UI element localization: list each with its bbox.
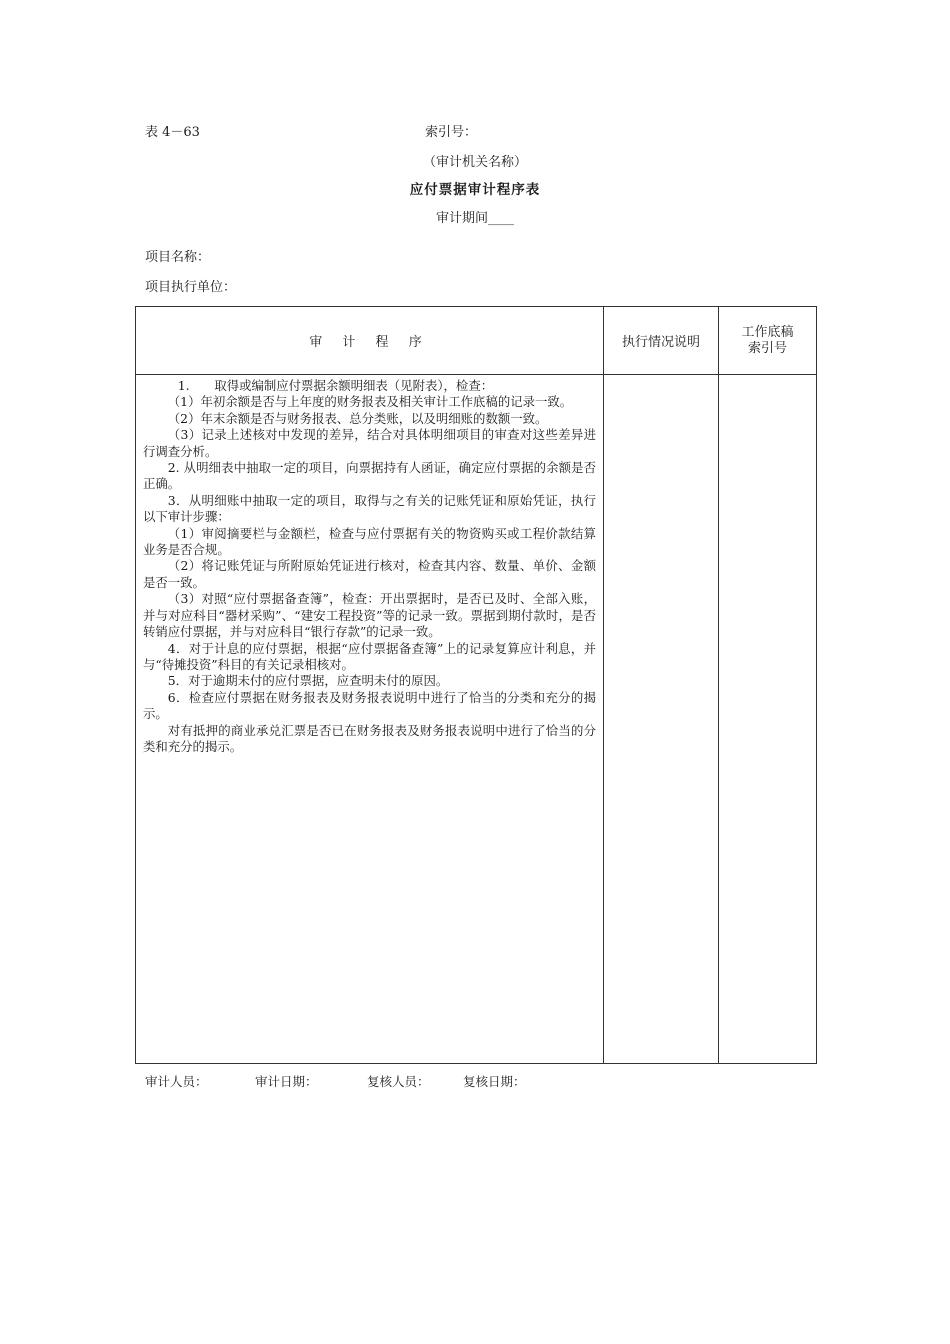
procedure-item: （2）将记账凭证与所附原始凭证进行核对，检查其内容、数量、单价、金额是否一致。 (143, 558, 596, 590)
procedure-item: 4．对于计息的应付票据，根据“应付票据备查簿”上的记录复算应计利息，并与“待摊投资”科目的有关记录相核对。 (143, 640, 596, 672)
procedure-item: 2. 从明细表中抽取一定的项目，向票据持有人函证，确定应付票据的余额是否正确。 (143, 460, 596, 492)
header-execution (604, 307, 719, 375)
index-number-label: 索引号： (425, 125, 478, 140)
procedure-item: （1）年初余额是否与上年度的财务报表及相关审计工作底稿的记录一致。 (167, 394, 573, 410)
header-workpaper-line1: 工作底稿 (741, 324, 794, 340)
audit-procedure-table (135, 306, 817, 1064)
table-body-row (136, 375, 817, 1064)
header-workpaper-line2: 索引号 (747, 340, 787, 356)
procedure-item: （1）审阅摘要栏与金额栏，检查与应付票据有关的物资购买或工程价款结算业务是否合规。 (143, 525, 596, 558)
header-execution-label: 执行情况说明 (621, 335, 700, 350)
execution-notes-cell[interactable] (604, 375, 719, 1064)
project-unit-label: 项目执行单位： (145, 280, 237, 295)
header-workpaper-index (719, 307, 817, 375)
header-procedure-label: 审 计 程 序 (309, 335, 430, 350)
procedure-item: （2）年末余额是否与财务报表、总分类账，以及明细账的数额一致。 (167, 410, 548, 426)
table-header-row (136, 307, 817, 375)
procedure-list (136, 375, 603, 755)
auditor-label: 审计人员： (145, 1074, 208, 1089)
audit-date-label: 审计日期： (255, 1074, 318, 1089)
project-name-label: 项目名称： (145, 250, 211, 265)
procedure-item: 3．从明细账中抽取一定的项目，取得与之有关的记账凭证和原始凭证，执行以下审计步骤： (143, 492, 596, 525)
document-title: 应付票据审计程序表 (409, 182, 541, 198)
audit-org-name: （审计机关名称） (422, 155, 527, 170)
procedure-item: 6．检查应付票据在财务报表及财务报表说明中进行了恰当的分类和充分的揭示。 (143, 689, 596, 722)
header-procedure (136, 307, 604, 375)
procedure-item: 5．对于逾期未付的应付票据，应查明未付的原因。 (167, 673, 449, 689)
procedure-cell (136, 375, 604, 1064)
workpaper-index-cell[interactable] (719, 375, 817, 1064)
table-number: 表 4－63 (145, 125, 200, 140)
procedure-item: （3）记录上述核对中发现的差异，结合对具体明细项目的审查对这些差异进行调查分析。 (143, 427, 596, 459)
procedure-item: （3）对照“应付票据备查簿”，检查：开出票据时，是否已及时、全部入账，并与对应科目“器材采购”、“建安工程投资”等的记录一致。票据到期付款时，是否转销应付票据，并与对应科目“银行存款”的记录一致。 (143, 591, 596, 640)
procedure-item: 对有抵押的商业承兑汇票是否已在财务报表及财务报表说明中进行了恰当的分类和充分的揭示。 (143, 722, 596, 754)
procedure-item: 1. 取得或编制应付票据余额明细表（见附表），检查： (177, 378, 494, 393)
reviewer-label: 复核人员： (367, 1074, 430, 1089)
audit-period: 审计期间____ (435, 211, 514, 226)
review-date-label: 复核日期： (463, 1074, 526, 1089)
